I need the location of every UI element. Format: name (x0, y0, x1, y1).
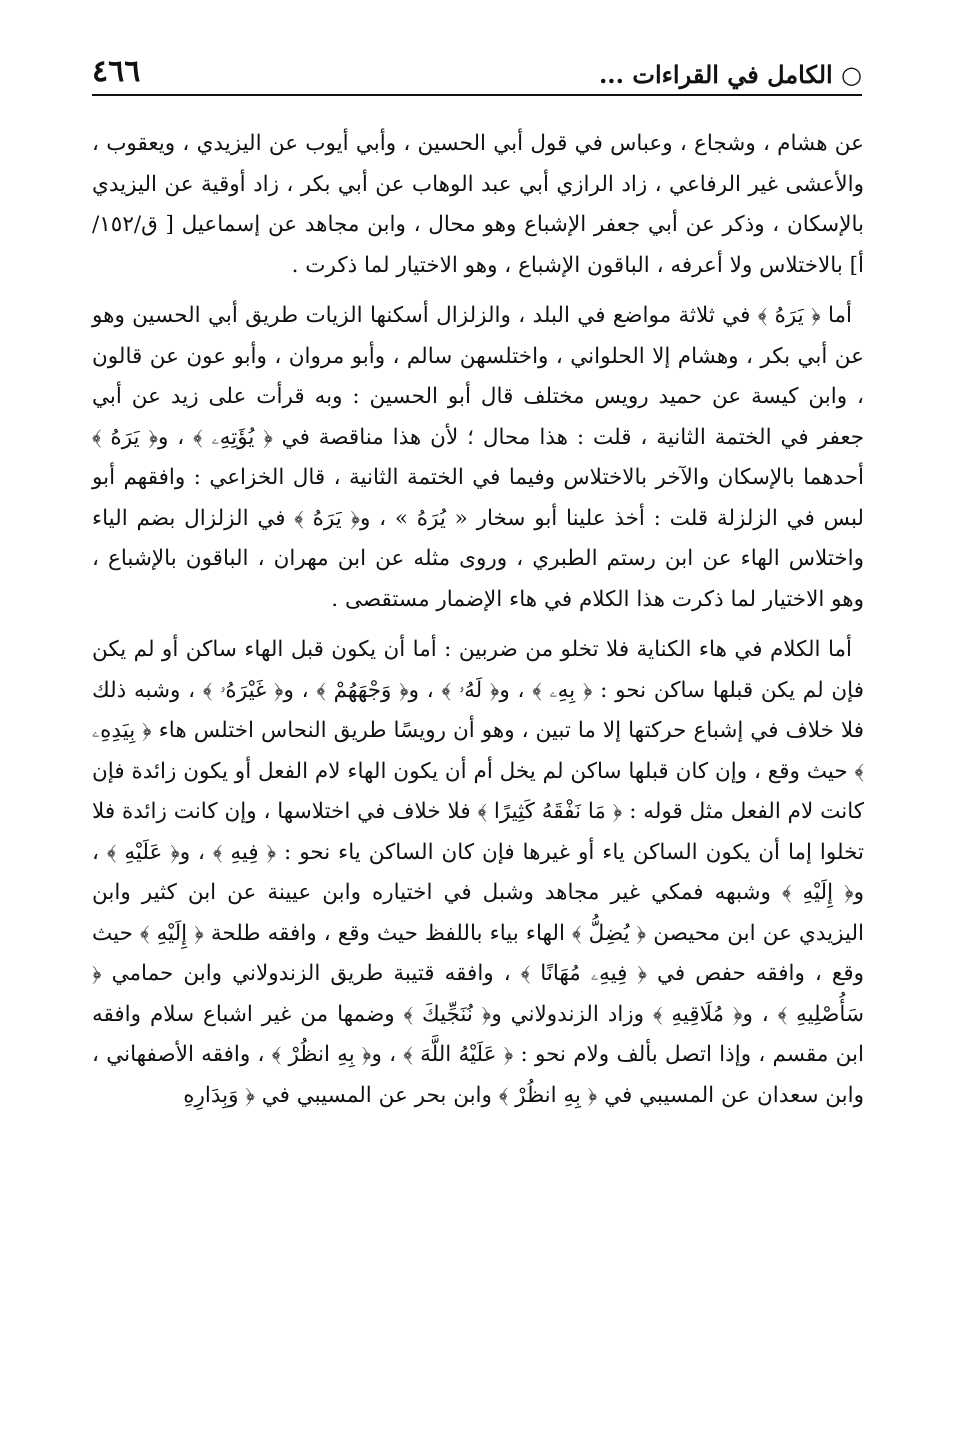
paragraph-2: أما ﴿ يَرَهُ ﴾ في ثلاثة مواضع في البلد ، والزلزال أسكنها الزيات طريق أبي الحسين وهو عن أبي بكر ، وهشام إلا الحلواني ، واختلسهن سالم ، وأبو مروان ، وأبو عون عن قالون ، وابن كيسة عن حميد رويس مختلف قال أبو الحسين : وبه قرأت على زيد عن أبي جعفر في الختمة الثانية ، قلت : هذا محال ؛ لأن هذا مناقصة في ﴿ يُؤَتِهِۦ ﴾ ، و﴿ يَرَهُ ﴾ أحدهما بالإسكان والآخر بالاختلاس وفيما في الختمة الثانية ، قال الخزاعي : وافقهم أبو لبس في الزلزلة قلت : أخذ علينا أبو سخار « يُرَهُ » ، و﴿ يَرَهُ ﴾ في الزلزال بضم الياء واختلاس الهاء عن ابن رستم الطبري ، وروى مثله عن ابن مهران ، الباقون بالإشباع ، وهو الاختيار لما ذكرت هذا الكلام في هاء الإضمار مستقصى . (92, 303, 864, 612)
page-number: ٤٦٦ (92, 54, 141, 89)
text-body (92, 124, 864, 1126)
header-rule (92, 94, 862, 96)
paragraph-1: عن هشام ، وشجاع ، وعباس في قول أبي الحسين ، وأبي أيوب عن اليزيدي ، ويعقوب ، والأعشى غير الرفاعي ، زاد الرازي أبي عبد الوهاب عن أبي بكر ، زاد أوقية عن اليزيدي بالإسكان ، وذكر عن أبي جعفر الإشباع وهو محال ، وابن مجاهد عن إسماعيل [ ق/١٥٢/أ] بالاختلاس ولا أعرفه ، الباقون الإشباع ، وهو الاختيار لما ذكرت . (92, 131, 864, 278)
page-header (92, 52, 862, 96)
book-title: ○ الكامل في القراءات ... (598, 60, 862, 89)
paragraph-3: أما الكلام في هاء الكناية فلا تخلو من ضربين : أما أن يكون قبل الهاء ساكن أو لم يكن فإن لم يكن قبلها ساكن نحو : ﴿ بِهِۦ ﴾ ، و﴿ لَهُۥ ﴾ ، و﴿ وَجْهَهُمْ ﴾ ، و﴿ غَيْرَهُۥ ﴾ ، وشبه ذلك فلا خلاف في إشباع حركتها إلا ما تبين ، وهو أن رويسًا طريق النحاس اختلس هاء ﴿ بِيَدِهِۦ ﴾ حيث وقع ، وإن كان قبلها ساكن لم يخل أم أن يكون الهاء لام الفعل أو يكون زائدة فإن كانت لام الفعل مثل قوله : ﴿ مَا نَفْقَهُ كَثِيرًا ﴾ فلا خلاف في اختلاسها ، وإن كانت زائدة فلا تخلوا إما أن يكون الساكن ياء أو غيرها فإن كان الساكن ياء نحو : ﴿ فِيهِ ﴾ ، و﴿ عَلَيْهِ ﴾ ، و﴿ إِلَيْهِ ﴾ وشبهه فمكي غير مجاهد وشبل في اختياره وابن عيينة عن ابن كثير وابن اليزيدي عن ابن محيصن ﴿ يُضِلُّ ﴾ الهاء بياء باللفظ حيث وقع ، وافقه طلحة ﴿ إِلَيْهِ ﴾ حيث وقع ، وافقه حفص في ﴿ فِيهِۦ مُهَانًا ﴾ ، وافقه قتيبة طريق الزندولاني وابن حمامي ﴿ سَأُصْلِيهِ ﴾ ، و﴿ مُلَاقِيهِ ﴾ وزاد الزندولاني و﴿ نُنَجِّيكَ ﴾ وضمها من غير اشباع سلام وافقه ابن مقسم ، وإذا اتصل بألف ولام نحو : ﴿ عَلَيْهُ اللَّهَ ﴾ ، و﴿ بِهِ انظُرْ ﴾ ، وافقه الأصفهاني ، وابن سعدان عن المسيبي في ﴿ بِهِ انظُرْ ﴾ وابن بحر عن المسيبي في ﴿ وَبِدَارِهِ (92, 637, 864, 1108)
